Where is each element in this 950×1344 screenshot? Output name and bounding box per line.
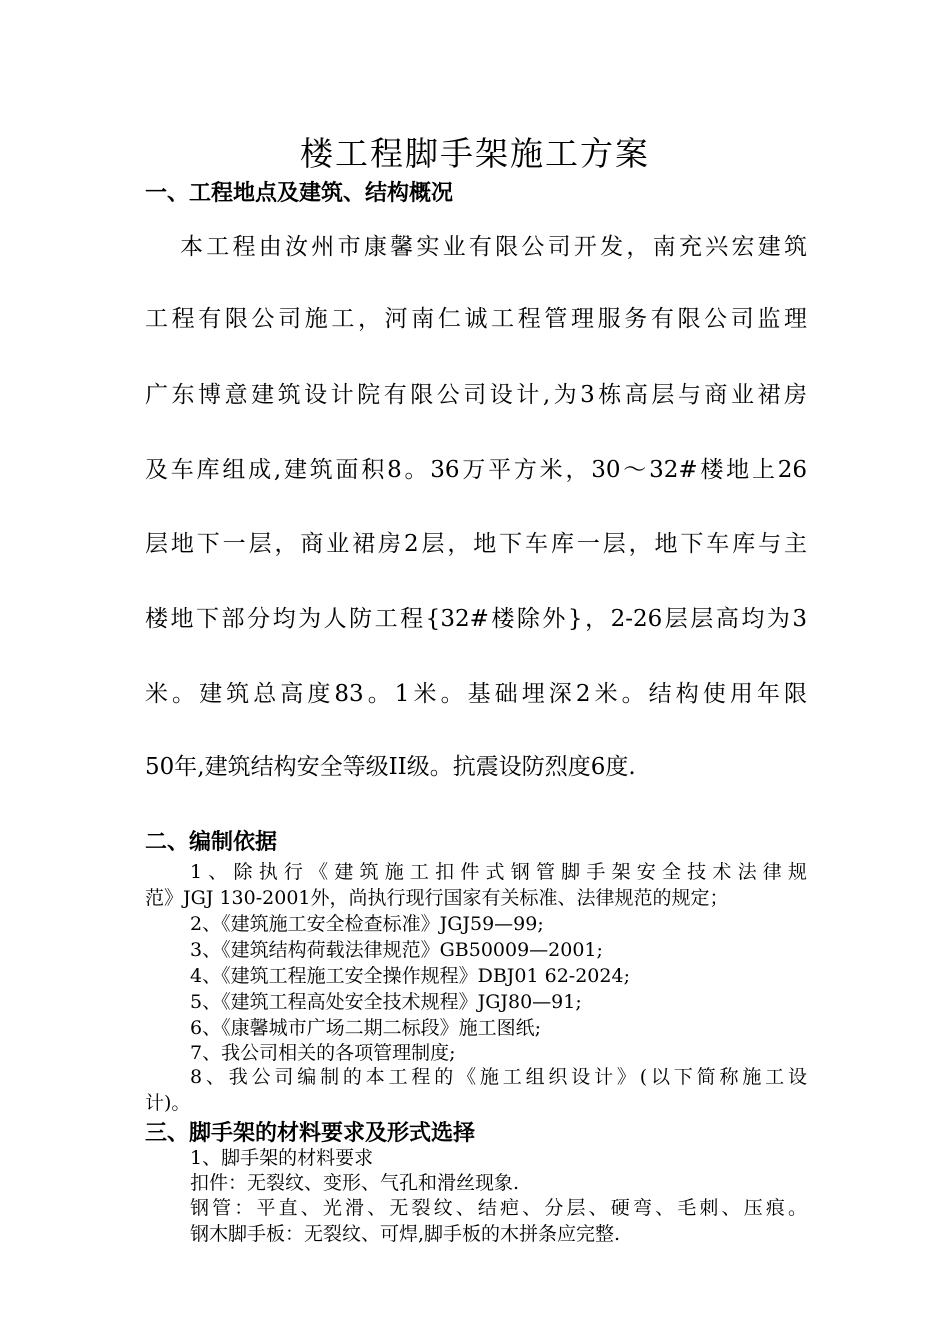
section3-line-4: 钢木脚手板：无裂纹、可焊,脚手板的木拼条应完整.	[190, 1223, 621, 1245]
section3-line-2: 扣件：无裂纹、变形、气孔和滑丝现象.	[190, 1172, 520, 1194]
section1-line-7: 米。建筑总高度83。1米。基础埋深2米。结构使用年限	[145, 681, 807, 707]
section1-line-5: 层地下一层，商业裙房2层，地下车库一层，地下车库与主	[145, 531, 807, 557]
section1-line-2: 工程有限公司施工，河南仁诚工程管理服务有限公司监理	[145, 306, 807, 332]
section2-line-2: 范》JGJ 130-2001外，尚执行现行国家有关标准、法律规范的规定；	[145, 887, 729, 909]
section2-line-3: 2、《建筑施工安全检查标准》JGJ59—99;	[190, 913, 544, 935]
section1-line-4: 及车库组成,建筑面积8。36万平方米，30～32#楼地上26	[145, 457, 807, 483]
section3-line-3: 钢管：平直、光滑、无裂纹、结疤、分层、硬弯、毛刺、压痕。	[190, 1197, 807, 1219]
section2-line-4: 3、《建筑结构荷载法律规范》GB50009—2001;	[190, 939, 603, 961]
section3-heading: 三、脚手架的材料要求及形式选择	[145, 1121, 476, 1146]
section2-line-6: 5、《建筑工程高处安全技术规程》JGJ80—91;	[190, 991, 582, 1013]
section2-line-1: 1、除执行《建筑施工扣件式钢管脚手架安全技术法律规	[190, 861, 807, 883]
section3-line-1: 1、脚手架的材料要求	[190, 1147, 374, 1169]
document-title: 楼工程脚手架施工方案	[300, 134, 650, 173]
section1-line-3: 广东博意建筑设计院有限公司设计,为3栋高层与商业裙房	[145, 382, 807, 408]
section2-line-8: 7、我公司相关的各项管理制度;	[190, 1042, 456, 1064]
section1-line-1: 本工程由汝州市康馨实业有限公司开发，南充兴宏建筑	[180, 234, 807, 260]
section1-line-8: 50年,建筑结构安全等级II级。抗震设防烈度6度.	[145, 754, 636, 780]
section2-line-10: 计)。	[145, 1092, 191, 1114]
section1-heading: 一、工程地点及建筑、结构概况	[145, 181, 454, 206]
section2-line-9: 8、我公司编制的本工程的《施工组织设计》(以下简称施工设	[190, 1066, 807, 1088]
section2-line-5: 4、《建筑工程施工安全操作规程》DBJ01 62-2024;	[190, 965, 630, 987]
section2-heading: 二、编制依据	[145, 830, 278, 855]
section2-line-7: 6、《康馨城市广场二期二标段》施工图纸;	[190, 1017, 541, 1039]
section1-line-6: 楼地下部分均为人防工程{32#楼除外}，2-26层层高均为3	[145, 606, 807, 632]
